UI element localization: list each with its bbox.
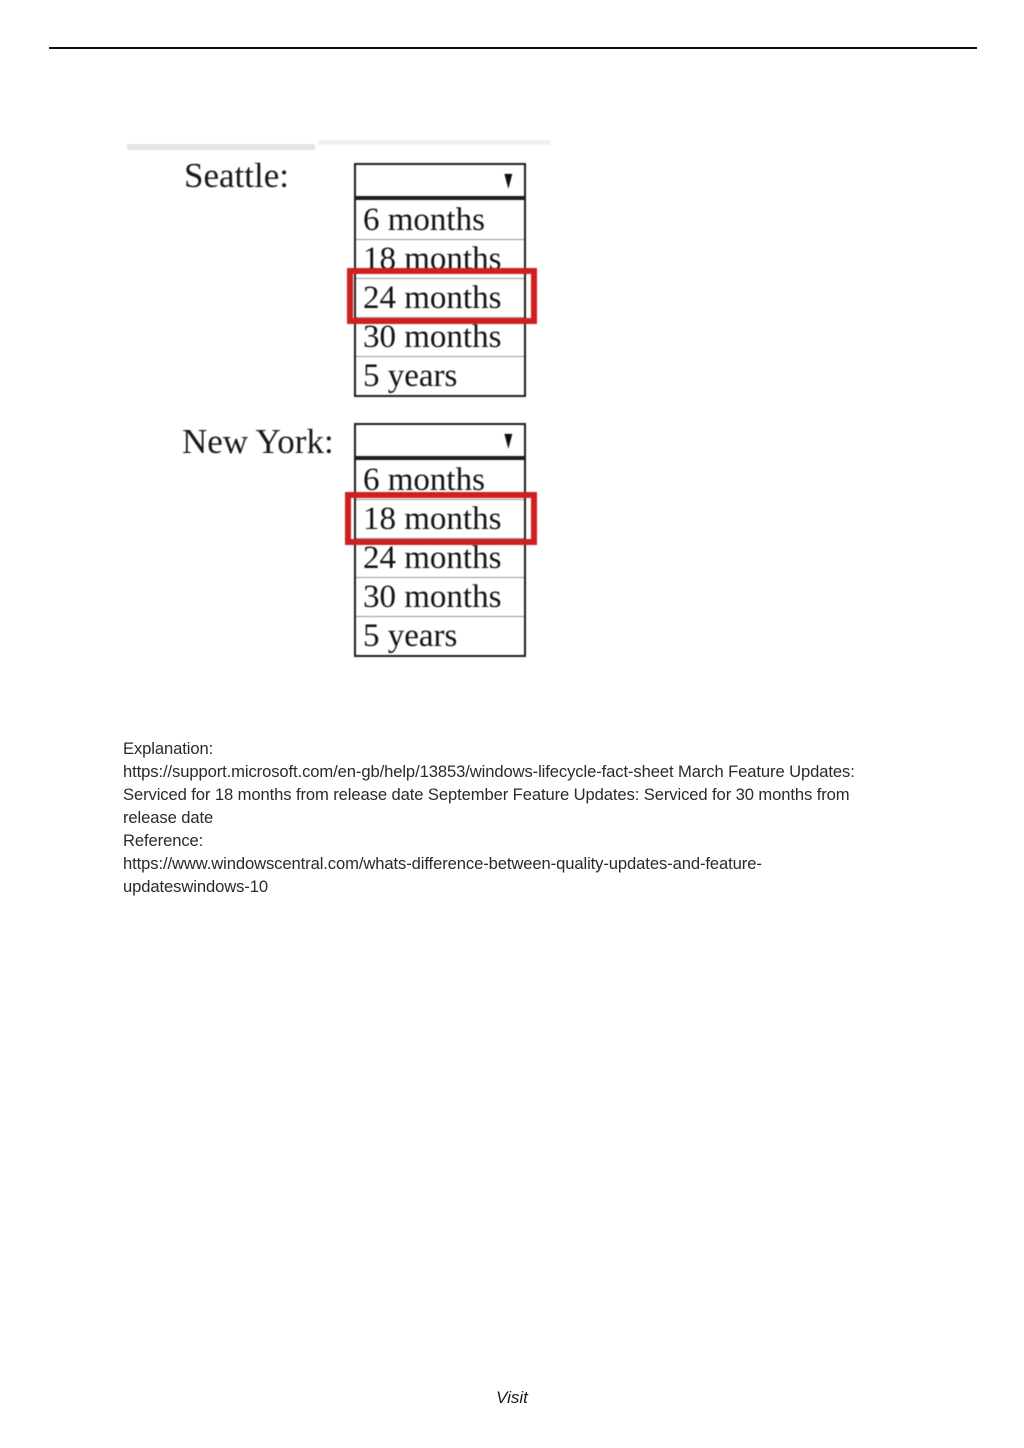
- new-york-option-18-months[interactable]: 18 months: [356, 499, 524, 538]
- reference-line: updateswindows-10: [123, 877, 268, 896]
- seattle-option-6-months[interactable]: 6 months: [363, 201, 485, 238]
- question-image: [0, 0, 1024, 700]
- explanation-block: [123, 737, 963, 898]
- explanation-line: Serviced for 18 months from release date September Feature Updates: Serviced for 30 months from: [123, 785, 850, 804]
- explanation-line: https://support.microsoft.com/en-gb/help/13853/windows-lifecycle-fact-sheet March Feature Updates:: [123, 762, 855, 781]
- explanation-heading: Explanation:: [123, 739, 214, 758]
- seattle-option-5-years[interactable]: 5 years: [356, 356, 524, 395]
- new-york-option-5-years[interactable]: 5 years: [356, 616, 524, 655]
- new-york-dropdown-list: [354, 458, 526, 657]
- chevron-down-icon: ▼: [501, 166, 516, 195]
- seattle-option-30-months[interactable]: 30 months: [356, 317, 524, 356]
- new-york-option-24-months[interactable]: 24 months: [356, 538, 524, 577]
- seattle-option-18-months[interactable]: 18 months: [356, 239, 524, 278]
- explanation-line: release date: [123, 808, 214, 827]
- seattle-option-24-months[interactable]: 24 months: [356, 278, 524, 317]
- scan-edge-artifact: [127, 144, 315, 150]
- seattle-dropdown[interactable]: [354, 163, 526, 198]
- seattle-label: Seattle:: [184, 156, 289, 195]
- new-york-answer-highlight-box: [345, 492, 537, 545]
- new-york-option-30-months[interactable]: 30 months: [356, 577, 524, 616]
- reference-line: https://www.windowscentral.com/whats-difference-between-quality-updates-and-feature-: [123, 854, 762, 873]
- seattle-answer-highlight-box: [347, 268, 537, 324]
- chevron-down-icon: ▼: [501, 426, 516, 455]
- reference-heading: Reference:: [123, 831, 204, 850]
- new-york-option-6-months[interactable]: 6 months: [363, 461, 485, 498]
- new-york-dropdown[interactable]: [354, 423, 526, 458]
- scan-edge-artifact: [318, 140, 550, 145]
- new-york-label: New York:: [182, 422, 334, 461]
- footer-visit-label: Visit: [496, 1388, 528, 1407]
